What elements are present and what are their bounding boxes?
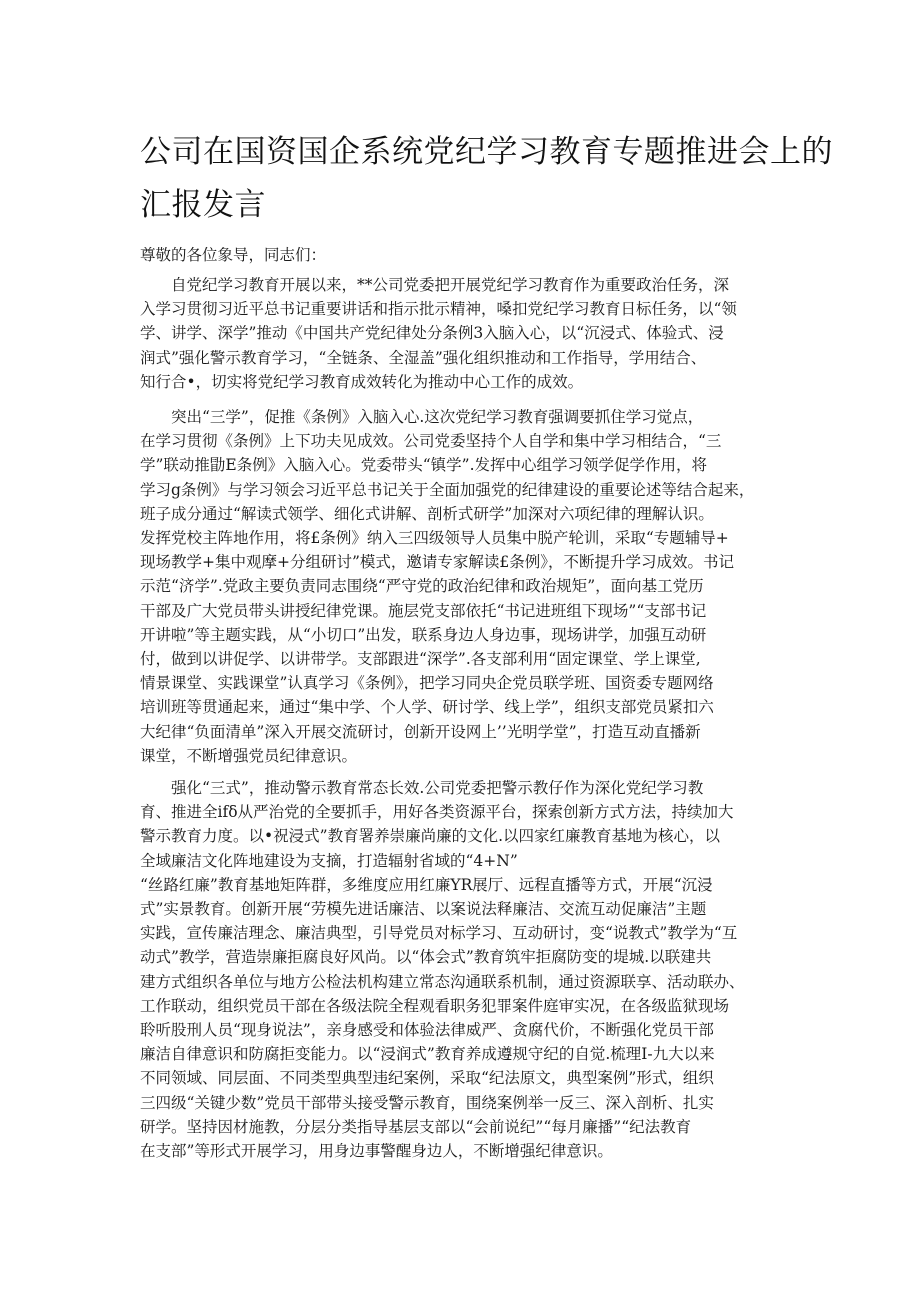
text-line: 式”实景教育。创新开展“劳模先进话廉洁、以案说法释廉洁、交流互动促廉洁”主题 [140,900,707,919]
text-line: 在支部”等形式开展学习，用身边事警醒身边人，不断增强纪律意识。 [140,1142,613,1161]
text-line: 课堂，不断增强党员纪律意识。 [140,746,358,765]
text-line: 实践，宣传廉洁理念、廉洁典型，引导党员对标学习、互动研讨，变“说教式”教学为“互 [140,924,738,943]
text-line: 培训班等贯通起来，通过“集中学、个人学、研讨学、线上学”，组织支部党员紧扣六 [140,698,714,717]
paragraph-three-forms [140,776,800,1163]
text-line: 研学。坚持因材施教，分层分类指导基层支部以“会前说纪”“每月廉播”“纪法教育 [140,1117,692,1136]
text-line: 全域廉洁文化阵地建设为支摘，打造辐射省域的“4+N” [140,851,518,870]
text-line: 付，做到以讲促学、以讲带学。支部跟进“深学”.各支部利用“固定课堂、学上课堂, [140,650,701,669]
text-line: 大纪律“负面清单”深入开展交流研讨，创新开设网上’’光明学堂”，打造互动直播新 [140,722,701,741]
text-line: 知行合•，切实将党纪学习教育成效转化为推动中心工作的成效。 [140,372,584,391]
text-line: 三四级“关键少数”党员干部带头接受警示教育，围绕案例举一反三、深入剖析、扎实 [140,1093,714,1112]
text-line: 强化“三式”，推动警示教育常态长效.公司党委把警示教仔作为深化党纪学习教 [171,779,704,797]
paragraph-three-studies [140,405,800,768]
text-line: 学、讲学、深学”推动《中国共产党纪律处分条例3入脑入心，以“沉浸式、体验式、浸 [140,324,724,343]
text-line: 现场教学+集中观摩+分组研讨”模式，邀请专家解读£条例》，不断提升学习成效。书记 [140,553,735,572]
title-line: 公司在国资国企系统党纪学习教育专题推进会上的 [140,134,833,170]
text-line: “丝路红廉”教育基地矩阵群，多维度应用红廉YR展厅、远程直播等方式，开展“沉浸 [140,875,713,894]
title-line: 汇报发言 [140,187,266,223]
text-line: 情景课堂、实践课堂”认真学习《条例》，把学习同央企党员联学班、国资委专题网络 [140,674,714,693]
text-line: 突出“三学”，促推《条例》入脑入心.这次党纪学习教育强调要抓住学习觉点， [171,408,704,426]
salutation: 尊敬的各位象导，同志们： [140,246,327,264]
text-line: 动式”教学，营造崇廉拒腐良好风尚。以“体会式”教育筑牢拒腐防变的堤城.以联建共 [140,948,712,967]
paragraph-intro [140,273,800,394]
text-line: 示范“济学”.党政主要负责同志围绕“严守党的政治纪律和政治规矩”，面向基工党历 [140,577,704,596]
text-line: 自党纪学习教育开展以来，**公司党委把开展党纪学习教育作为重要政治任务，深 [171,276,730,294]
text-line: 聆听股刑人员“现身说法”，亲身感受和体验法律威严、贪腐代价，不断强化党员干部 [140,1021,714,1040]
text-line: 育、推进全ifδ从严治党的全要抓手，用好各类资源平台，探索创新方式方法，持续加大 [140,803,734,822]
text-line: 发挥党校主阵地作用，将£条例》纳入三四级领导人员集中脱产轮训，采取“专题辅导+ [140,529,729,548]
text-line: 润式”强化警示教育学习，“全链条、全湿盖”强化组织推动和工作指导，学用结合、 [140,348,707,367]
text-line: 建方式组织各单位与地方公检法机构建立常态沟通联系机制，通过资源联享、活动联办、 [140,972,745,991]
text-line: 入学习贯彻习近平总书记重要讲话和指示批示精神，嗓扣党纪学习教育日标任务，以“领 [140,300,737,319]
text-line: 班子成分通过“解读式领学、细化式讲解、剖析式研学”加深对六项纪律的理解认识。 [140,504,714,523]
text-line: 不同领域、同层面、不同类型典型违纪案例，采取“纪法原文，典型案例”形式，组织 [140,1069,714,1088]
text-line: 开讲啦”等主题实践，从“小切口”出发，联系身边人身边事，现场讲学，加强互动研 [140,625,707,644]
text-line: 学”联动推勖E条例》入脑入心。党委带头“镇学”.发挥中心组学习领学促学作用，将 [140,456,708,475]
text-line: 学习g条例》与学习领会习近平总书记关于全面加强党的纪律建设的重要论述等结合起来， [140,480,755,499]
text-line: 工作联动，组织党员干部在各级法院全程观看职务犯罪案件庭审实况，在各级监狱现场 [140,996,730,1015]
text-line: 警示教育力度。以•祝浸式”教育署养崇廉尚廉的文化.以四家红廉教育基地为核心，以 [140,827,720,846]
text-line: 干部及广大党员带头讲授纪律党课。施层党支部依托“书记进班组下现场”“支部书记 [140,601,707,620]
text-line: 廉洁自律意识和防腐拒变能力。以“浸润式”教育养成遵规守纪的自觉.梳理I-九大以来 [140,1045,715,1064]
text-line: 在学习贯彻《条例》上下功夫见成效。公司党委坚持个人自学和集中学习相结合，“三 [140,432,722,451]
document-title [140,126,833,232]
